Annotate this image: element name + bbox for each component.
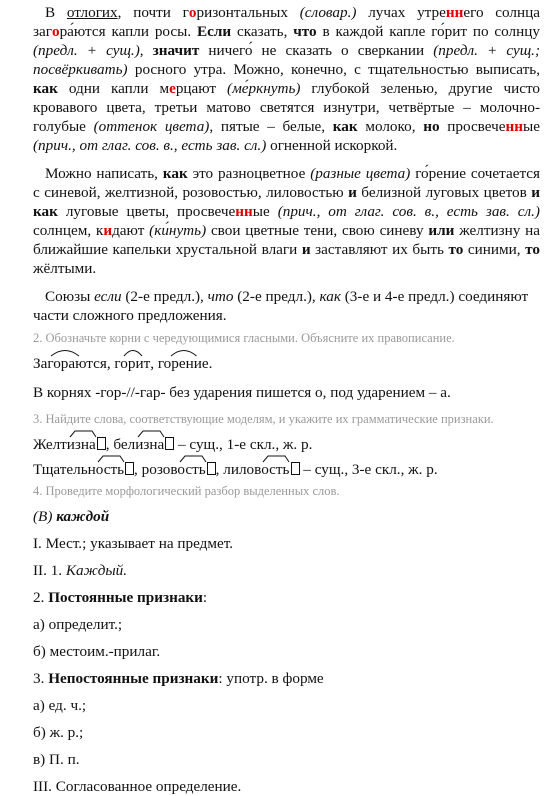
highlighted-letter: и bbox=[103, 222, 113, 239]
text-run: глубокой зеленью, другие чисто кровавого цвета, третьи матово светятся изнутри, четвёртые – молочно-голубые bbox=[33, 80, 540, 135]
morph-line-7: а) ед. ч.; bbox=[33, 697, 87, 714]
page bbox=[0, 3, 550, 795]
morph-line-1: I. Мест.; указывает на предмет. bbox=[33, 535, 233, 552]
morph-line-10: III. Согласованное определение. bbox=[33, 778, 242, 795]
morph-line-3: 2. Постоянные признаки: bbox=[33, 589, 208, 606]
italic-note: (оттенок цвета) bbox=[93, 118, 210, 135]
text-run: (3-е и 4-е предл.) соединяют части сложного предложения. bbox=[33, 288, 529, 324]
model-1-word-1: Желтизна bbox=[33, 435, 106, 454]
text-run: (2-е предл.), bbox=[121, 288, 208, 305]
text-run: лучах утре bbox=[356, 4, 446, 21]
text-run: свои цветные тени, свою синеву bbox=[206, 222, 429, 239]
roots-words-line bbox=[33, 354, 540, 373]
task-4-heading: 4. Проведите морфологический разбор выделенных слов. bbox=[33, 484, 340, 498]
model-2-word-1: Тщательность bbox=[33, 460, 134, 479]
roots-rule: В корнях -гор-//-гар- без ударения пишется о, под ударением – а. bbox=[33, 384, 451, 401]
root-arc bbox=[49, 348, 81, 357]
morph-heading: (В) каждой bbox=[33, 508, 110, 525]
text-run: заставляют их быть bbox=[310, 241, 449, 258]
bold-conjunction: то bbox=[525, 241, 540, 258]
highlighted-letter: нн bbox=[445, 4, 464, 21]
text-run: (2-е предл.), bbox=[233, 288, 320, 305]
highlighted-letter: о bbox=[188, 4, 197, 21]
paragraph-3 bbox=[33, 287, 540, 325]
highlighted-letter: е bbox=[169, 80, 176, 97]
paragraph-1 bbox=[33, 3, 540, 155]
italic-note: (разные цвета) bbox=[310, 165, 411, 182]
italic-note: (ме́ркнуть) bbox=[227, 80, 301, 97]
text-run: солнцем, к bbox=[33, 222, 104, 239]
model-2-grammar: – сущ., 3-е скл., ж. р. bbox=[299, 461, 438, 478]
text-run: синими, bbox=[463, 241, 526, 258]
model-1-word-2: белизна bbox=[113, 435, 174, 454]
text-run: ра́ются капли росы. bbox=[59, 23, 198, 40]
text-run: одни капли м bbox=[57, 80, 170, 97]
text-run: ые bbox=[523, 118, 540, 135]
bold-conjunction: то bbox=[448, 241, 464, 258]
bold-conjunction: как bbox=[33, 80, 58, 97]
morph-line-4: а) определит.; bbox=[33, 616, 123, 633]
text-run: луговые цветы, просвече bbox=[57, 203, 236, 220]
text-run: ризонтальных bbox=[196, 4, 300, 21]
paragraph-2 bbox=[33, 164, 540, 278]
italic-note: (прич., от глаг. сов. в., есть зав. сл.) bbox=[277, 203, 540, 220]
highlighted-letter: нн bbox=[505, 118, 524, 135]
text-run: просвече bbox=[439, 118, 506, 135]
ending-box bbox=[291, 462, 300, 475]
bold-conjunction: Если bbox=[197, 23, 232, 40]
bold-conjunction: и как bbox=[33, 184, 540, 220]
text-run: дают bbox=[112, 222, 150, 239]
highlighted-letter: о bbox=[51, 23, 60, 40]
comma: , bbox=[106, 355, 115, 372]
text-run: , пятые – белые, bbox=[209, 118, 333, 135]
text-run: ничего́ не сказать о сверкании bbox=[199, 42, 434, 59]
bold-conjunction: значит bbox=[152, 42, 200, 59]
root-word-1: Загораются bbox=[33, 354, 107, 373]
text-run: молоко, bbox=[357, 118, 424, 135]
italic-note: (предл. + сущ.) bbox=[33, 42, 140, 59]
italic-note: (предл. + сущ.; посвёркивать) bbox=[33, 42, 541, 78]
text-run: желтизну на ближайшие капельки хрустальной влаги bbox=[33, 222, 541, 258]
ending-box bbox=[125, 462, 134, 475]
morph-line-2: II. 1. Каждый. bbox=[33, 562, 128, 579]
text-run: это разноцветное bbox=[187, 165, 311, 182]
root-arc bbox=[122, 348, 144, 357]
model-1-line: Желтизна , белизна – сущ., 1-е скл., ж. р. bbox=[33, 435, 540, 454]
underlined-word: отлогих bbox=[66, 4, 118, 21]
bold-conjunction: как bbox=[162, 165, 188, 182]
period: . bbox=[208, 355, 213, 372]
model-1-grammar: – сущ., 1-е скл., ж. р. bbox=[174, 436, 313, 453]
ending-box bbox=[165, 437, 174, 450]
italic-note: если bbox=[94, 288, 122, 305]
italic-note: (словар.) bbox=[299, 4, 357, 21]
text-run: росного утра. Можно, конечно, с тщательностью выписать, bbox=[127, 61, 540, 78]
text-run: , почти г bbox=[117, 4, 189, 21]
italic-note: что bbox=[207, 288, 234, 305]
root-arc bbox=[169, 348, 199, 357]
model-2-line: Тщательность , розовость , лиловость – сущ., 3-е скл., ж. р. bbox=[33, 460, 540, 479]
comma: , bbox=[150, 355, 158, 372]
italic-note: (прич., от глаг. сов. в., есть зав. сл.) bbox=[33, 137, 267, 154]
morph-line-9: в) П. п. bbox=[33, 751, 80, 768]
morph-line-5: б) местоим.-прилаг. bbox=[33, 643, 161, 660]
text-run: ые bbox=[252, 203, 278, 220]
task-2-heading: 2. Обозначьте корни с чередующимися гласными. Объясните их правописание. bbox=[33, 331, 455, 345]
text-run: рцают bbox=[175, 80, 228, 97]
bold-conjunction: что bbox=[293, 23, 317, 40]
text-run: го́рение сочетается с синевой, желтизной, розовостью, лиловостью bbox=[33, 165, 541, 201]
model-2-word-2: розовость bbox=[142, 460, 216, 479]
text-run: белизной луговых цветов bbox=[356, 184, 532, 201]
text-run: в каждой капле го́рит по солнцу bbox=[316, 23, 540, 40]
bold-conjunction: или bbox=[428, 222, 455, 239]
bold-conjunction: но bbox=[423, 118, 440, 135]
root-word-2: горит bbox=[114, 354, 150, 373]
morph-line-6: 3. Непостоянные признаки: употр. в форме bbox=[33, 670, 324, 687]
highlighted-letter: нн bbox=[235, 203, 253, 220]
model-2-word-3: лиловость bbox=[223, 460, 299, 479]
text-run: огненной искоркой. bbox=[266, 137, 398, 154]
text-run: , bbox=[139, 42, 153, 59]
task-3-heading: 3. Найдите слова, соответствующие моделям, и укажите их грамматические признаки. bbox=[33, 412, 494, 426]
text-run: Союзы bbox=[45, 288, 95, 305]
text-run: В bbox=[45, 4, 67, 21]
bold-conjunction: как bbox=[332, 118, 358, 135]
text-run: Можно написать, bbox=[45, 165, 163, 182]
ending-box bbox=[97, 437, 106, 450]
italic-note: как bbox=[319, 288, 341, 305]
bold-conjunction: и bbox=[301, 241, 311, 258]
bold-conjunction: и bbox=[348, 184, 357, 201]
text-run: его солнца заг bbox=[33, 4, 540, 40]
italic-note: (ки́нуть) bbox=[149, 222, 207, 239]
morph-line-8: б) ж. р.; bbox=[33, 724, 84, 741]
text-run: жёлтыми. bbox=[33, 260, 97, 277]
ending-box bbox=[207, 462, 216, 475]
root-word-3: горение bbox=[158, 354, 209, 373]
text-run: сказать, bbox=[231, 23, 294, 40]
